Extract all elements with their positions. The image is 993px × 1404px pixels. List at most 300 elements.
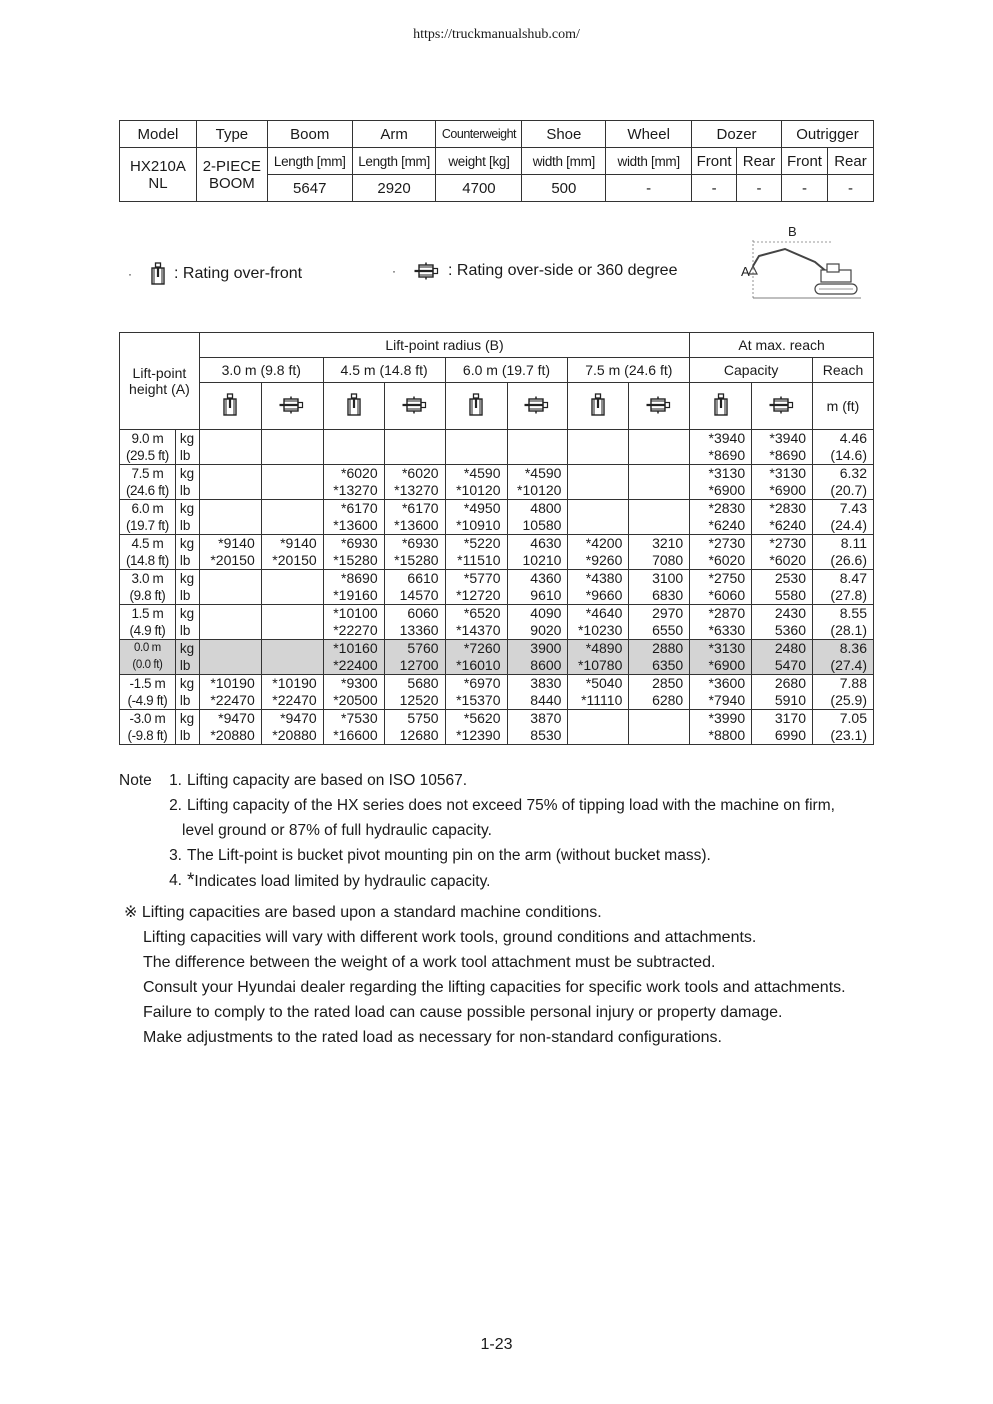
capacity-cell [199, 570, 261, 605]
unit-lb: lb [179, 658, 191, 673]
spec-header-outrigger: Outrigger [782, 121, 874, 148]
capacity-cell [690, 430, 752, 465]
reach-unit: m (ft) [813, 383, 874, 430]
spec-type-cell [196, 148, 267, 202]
value-bottom: *12720 [456, 587, 501, 603]
value-top: 8.55 [839, 605, 867, 621]
spec-header-counterweight: Counterweight [436, 121, 522, 148]
over-side-rating-icon [414, 262, 440, 280]
capacity-cell [813, 605, 874, 640]
value-top: *4380 [585, 570, 623, 586]
capacity-cell [690, 675, 752, 710]
value-bottom: 10580 [522, 517, 562, 533]
warning-line: Make adjustments to the rated load as necessary for non-standard configurations. [143, 1029, 722, 1046]
spec-header-dozer: Dozer [692, 121, 782, 148]
unit-cell [175, 640, 199, 675]
unit-kg: kg [179, 501, 195, 516]
value-top: 2970 [652, 605, 684, 621]
value-top: *3130 [708, 465, 746, 481]
value-bottom: *10910 [456, 517, 501, 533]
unit-lb: lb [179, 448, 191, 463]
capacity-cell [199, 710, 261, 745]
capacity-cell [752, 570, 813, 605]
value-bottom: 6280 [652, 692, 684, 708]
capacity-cell [445, 640, 507, 675]
value-bottom: *8800 [708, 727, 746, 743]
unit-kg: kg [179, 536, 195, 551]
capacity-cell [199, 430, 261, 465]
capacity-cell [813, 465, 874, 500]
value-bottom: *15280 [333, 552, 378, 568]
value-bottom: *6020 [708, 552, 746, 568]
lift-row [120, 535, 874, 570]
value-top: 2850 [652, 675, 684, 691]
value-bottom: 12680 [399, 727, 439, 743]
value-bottom: 8600 [530, 657, 562, 673]
spec-val-arm: 2920 [352, 175, 436, 202]
note-star-text: Indicates load limited by hydraulic capacity. [194, 873, 491, 890]
capacity-cell [813, 535, 874, 570]
value-top: *3940 [708, 430, 746, 446]
lift-point-label-1: Lift-point [132, 365, 187, 381]
capacity-cell [261, 605, 323, 640]
capacity-cell [199, 535, 261, 570]
spec-type-line1: 2-PIECE [202, 157, 262, 175]
warning-section [124, 900, 876, 1050]
value-top: *6930 [401, 535, 439, 551]
value-top: *3130 [769, 465, 807, 481]
unit-kg: kg [179, 571, 195, 586]
value-top: 4090 [530, 605, 562, 621]
legend-front-text: : Rating over-front [174, 265, 303, 282]
capacity-cell [384, 570, 445, 605]
note-lead: Note [119, 772, 152, 789]
value-top: *4590 [463, 465, 501, 481]
height-m: 7.5 m [131, 466, 164, 481]
value-top: *9140 [280, 535, 317, 551]
lift-row [120, 640, 874, 675]
lift-row [120, 500, 874, 535]
value-bottom: *20880 [272, 727, 317, 743]
value-top: 4360 [530, 570, 562, 586]
over-front-rating-icon [323, 383, 384, 430]
value-top: 2430 [774, 605, 807, 621]
capacity-cell [261, 500, 323, 535]
value-top: *7530 [341, 710, 378, 726]
spec-val-dozer-front: - [692, 175, 737, 202]
legend-bullet: · [128, 267, 132, 281]
value-top: *2870 [708, 605, 746, 621]
unit-cell [175, 535, 199, 570]
value-top: *6970 [463, 675, 501, 691]
value-top: *3940 [769, 430, 807, 446]
value-top: *5040 [585, 675, 623, 691]
value-bottom: *8690 [769, 447, 807, 463]
value-bottom: 6830 [652, 587, 684, 603]
value-bottom: *20150 [272, 552, 317, 568]
value-bottom: *22270 [333, 622, 378, 638]
spec-header-wheel: Wheel [606, 121, 692, 148]
capacity-cell [813, 675, 874, 710]
value-top: *4200 [585, 535, 623, 551]
value-bottom: *6900 [708, 482, 746, 498]
spec-val-wheel: - [606, 175, 692, 202]
spec-sub-dozer-front: Front [692, 148, 737, 175]
capacity-cell [445, 430, 507, 465]
value-bottom: 7080 [652, 552, 684, 568]
note-2-continued: level ground or 87% of full hydraulic capacity. [182, 822, 492, 839]
value-top: 6060 [407, 605, 439, 621]
capacity-cell [261, 430, 323, 465]
value-bottom: *6900 [769, 482, 807, 498]
warning-line: The difference between the weight of a work tool attachment must be subtracted. [143, 954, 716, 971]
legend-bullet: · [392, 264, 396, 278]
unit-lb: lb [179, 728, 191, 743]
capacity-cell [752, 500, 813, 535]
value-bottom: *16600 [333, 727, 378, 743]
value-bottom: 9020 [530, 622, 562, 638]
value-top: *6520 [463, 605, 501, 621]
value-top: *3130 [708, 640, 746, 656]
capacity-cell [629, 535, 690, 570]
value-top: 3210 [652, 535, 684, 551]
lift-row [120, 710, 874, 745]
value-top: *6020 [341, 465, 378, 481]
capacity-cell [199, 465, 261, 500]
note-text: Lifting capacity are based on ISO 10567. [187, 772, 468, 789]
value-bottom: *9260 [585, 552, 623, 568]
over-front-rating-icon [568, 383, 629, 430]
value-bottom: (27.4) [830, 657, 867, 673]
value-bottom: *15280 [394, 552, 439, 568]
value-bottom: *6240 [769, 517, 807, 533]
value-bottom: 5580 [774, 587, 807, 603]
spec-sub-cw: weight [kg] [436, 148, 522, 175]
lift-height-cell [120, 605, 176, 640]
height-ft: (24.6 ft) [125, 483, 169, 498]
value-top: 2480 [774, 640, 807, 656]
spec-val-dozer-rear: - [737, 175, 782, 202]
lift-row [120, 675, 874, 710]
value-bottom: *16010 [456, 657, 501, 673]
value-bottom: *6060 [708, 587, 746, 603]
capacity-cell [629, 640, 690, 675]
value-bottom: *12390 [456, 727, 501, 743]
warning-line: ※ Lifting capacities are based upon a standard machine conditions. [124, 904, 602, 921]
value-bottom: *10120 [456, 482, 501, 498]
value-top: *2830 [708, 500, 746, 516]
capacity-header: Capacity [690, 358, 813, 383]
lift-icon-row [120, 383, 874, 430]
capacity-cell [507, 710, 568, 745]
unit-kg: kg [179, 676, 195, 691]
value-bottom: *13600 [333, 517, 378, 533]
value-bottom: 8530 [530, 727, 562, 743]
lift-height-cell [120, 535, 176, 570]
height-ft: (0.0 ft) [132, 659, 163, 671]
unit-cell [175, 500, 199, 535]
capacity-cell [445, 605, 507, 640]
reach-header: Reach [813, 358, 874, 383]
capacity-cell [813, 710, 874, 745]
page-number: 1-23 [480, 1336, 513, 1353]
spec-sub-shoe: width [mm] [522, 148, 606, 175]
value-top: 3900 [530, 640, 562, 656]
capacity-cell [629, 500, 690, 535]
capacity-cell [445, 570, 507, 605]
capacity-cell [568, 710, 629, 745]
value-bottom: 5470 [774, 657, 807, 673]
capacity-cell [261, 710, 323, 745]
value-bottom: *6240 [708, 517, 746, 533]
diagram-label-a: A [741, 264, 750, 279]
capacity-cell [568, 500, 629, 535]
value-top: 8.36 [839, 640, 867, 656]
capacity-cell [752, 465, 813, 500]
capacity-cell [199, 640, 261, 675]
capacity-cell [690, 570, 752, 605]
spec-header-model: Model [120, 121, 197, 148]
spec-model-cell [120, 148, 197, 202]
capacity-cell [323, 640, 384, 675]
value-bottom: 6990 [774, 727, 807, 743]
value-top: *6930 [341, 535, 378, 551]
lift-table-body [120, 430, 874, 745]
over-front-rating-icon [445, 383, 507, 430]
value-top: *5220 [463, 535, 501, 551]
capacity-cell [445, 465, 507, 500]
capacity-cell [384, 710, 445, 745]
capacity-cell [323, 605, 384, 640]
value-top: 3100 [652, 570, 684, 586]
lift-row [120, 430, 874, 465]
max-reach-header: At max. reach [690, 333, 874, 358]
lift-height-cell [120, 640, 176, 675]
value-bottom: *7940 [708, 692, 746, 708]
radius-6m: 6.0 m (19.7 ft) [445, 358, 568, 383]
spec-header-row [120, 121, 874, 148]
value-top: *6170 [341, 500, 378, 516]
spec-sub-row [120, 148, 874, 175]
value-top: 3830 [530, 675, 562, 691]
capacity-cell [445, 500, 507, 535]
note-text: The Lift-point is bucket pivot mounting pin on the arm (without bucket mass). [187, 847, 711, 864]
radius-7-5m: 7.5 m (24.6 ft) [568, 358, 690, 383]
value-top: *9300 [341, 675, 378, 691]
height-m: 3.0 m [131, 571, 164, 586]
spec-table [119, 120, 874, 202]
value-top: *10100 [333, 605, 378, 621]
unit-kg: kg [179, 431, 195, 446]
capacity-cell [507, 535, 568, 570]
value-bottom: *15370 [456, 692, 501, 708]
lift-height-cell [120, 500, 176, 535]
height-m: 6.0 m [131, 501, 164, 516]
spec-val-out-rear: - [827, 175, 873, 202]
over-front-rating-icon [199, 383, 261, 430]
capacity-cell [568, 570, 629, 605]
height-ft: (9.8 ft) [129, 588, 166, 603]
value-bottom: *13270 [394, 482, 439, 498]
lift-height-cell [120, 710, 176, 745]
value-bottom: *10230 [577, 622, 623, 638]
value-bottom: 6550 [652, 622, 684, 638]
value-top: *2730 [708, 535, 746, 551]
capacity-cell [690, 500, 752, 535]
value-bottom: *10120 [517, 482, 562, 498]
unit-lb: lb [179, 693, 191, 708]
height-m: 0.0 m [134, 642, 161, 654]
capacity-cell [323, 500, 384, 535]
capacity-cell [507, 500, 568, 535]
value-top: 2880 [652, 640, 684, 656]
unit-cell [175, 605, 199, 640]
value-top: *4590 [524, 465, 562, 481]
spec-val-boom: 5647 [267, 175, 352, 202]
capacity-cell [384, 465, 445, 500]
capacity-cell [568, 465, 629, 500]
note-1 [119, 768, 879, 793]
value-top: 6610 [407, 570, 439, 586]
capacity-cell [323, 430, 384, 465]
value-bottom: 13360 [399, 622, 439, 638]
capacity-cell [690, 465, 752, 500]
value-top: 2680 [774, 675, 807, 691]
value-top: *9470 [218, 710, 255, 726]
value-bottom: 10210 [522, 552, 562, 568]
legend-side [392, 262, 677, 280]
over-side-rating-icon [752, 383, 813, 430]
spec-header-shoe: Shoe [522, 121, 606, 148]
capacity-cell [323, 675, 384, 710]
height-m: 9.0 m [131, 431, 164, 446]
note-number: 2. [169, 797, 182, 814]
diagram-label-b: B [788, 224, 797, 239]
capacity-cell [690, 605, 752, 640]
capacity-cell [261, 535, 323, 570]
excavator-diagram-icon [735, 222, 865, 304]
capacity-cell [629, 465, 690, 500]
capacity-cell [813, 430, 874, 465]
capacity-cell [507, 640, 568, 675]
capacity-cell [323, 465, 384, 500]
value-top: 3170 [774, 710, 807, 726]
source-url[interactable]: https://truckmanualshub.com/ [413, 27, 580, 42]
capacity-cell [507, 465, 568, 500]
capacity-cell [752, 605, 813, 640]
value-top: *4640 [585, 605, 623, 621]
value-bottom: *20880 [210, 727, 255, 743]
capacity-cell [752, 535, 813, 570]
value-top: 7.88 [839, 675, 867, 691]
capacity-cell [568, 640, 629, 675]
value-bottom: 5910 [774, 692, 807, 708]
value-top: *7260 [463, 640, 501, 656]
value-top: *5770 [463, 570, 501, 586]
height-m: 4.5 m [131, 536, 164, 551]
height-m: -1.5 m [129, 676, 166, 691]
spec-model-line2: NL [148, 174, 168, 192]
unit-lb: lb [179, 518, 191, 533]
height-m: 1.5 m [131, 606, 164, 621]
value-bottom: (25.9) [830, 692, 867, 708]
capacity-cell [568, 605, 629, 640]
note-4 [119, 868, 879, 894]
unit-kg: kg [179, 606, 195, 621]
legend-front [128, 262, 302, 286]
value-top: 3870 [530, 710, 562, 726]
value-bottom: *6330 [708, 622, 746, 638]
lift-height-cell [120, 430, 176, 465]
over-front-rating-icon [690, 383, 752, 430]
value-top: 6.32 [839, 465, 867, 481]
spec-sub-dozer-rear: Rear [737, 148, 782, 175]
value-bottom: 9610 [530, 587, 562, 603]
capacity-cell [445, 535, 507, 570]
capacity-cell [752, 675, 813, 710]
value-bottom: *22470 [210, 692, 255, 708]
capacity-cell [629, 430, 690, 465]
unit-lb: lb [179, 483, 191, 498]
lift-header-row-2 [120, 358, 874, 383]
over-side-rating-icon [261, 383, 323, 430]
value-bottom: 14570 [399, 587, 439, 603]
value-bottom: *6020 [769, 552, 807, 568]
over-side-rating-icon [629, 383, 690, 430]
height-ft: (14.8 ft) [125, 553, 169, 568]
value-top: 4800 [530, 500, 562, 516]
lift-header-row-1 [120, 333, 874, 358]
capacity-cell [813, 640, 874, 675]
spec-sub-out-front: Front [782, 148, 828, 175]
lift-capacity-table [119, 332, 874, 745]
height-m: -3.0 m [129, 711, 166, 726]
radius-3m: 3.0 m (9.8 ft) [199, 358, 323, 383]
value-bottom: (24.4) [830, 517, 867, 533]
capacity-cell [261, 570, 323, 605]
value-bottom: *11510 [457, 552, 501, 568]
value-top: *6020 [401, 465, 439, 481]
unit-cell [175, 430, 199, 465]
value-bottom: *10780 [577, 657, 623, 673]
value-top: *3600 [708, 675, 746, 691]
value-bottom: *22400 [333, 657, 378, 673]
spec-val-cw: 4700 [436, 175, 522, 202]
capacity-cell [261, 640, 323, 675]
spec-val-shoe: 500 [522, 175, 606, 202]
capacity-cell [629, 570, 690, 605]
value-top: *4890 [585, 640, 623, 656]
value-bottom: *20150 [210, 552, 255, 568]
value-top: *8690 [341, 570, 378, 586]
value-top: *9470 [280, 710, 317, 726]
over-side-rating-icon [384, 383, 445, 430]
capacity-cell [199, 500, 261, 535]
value-top: 8.11 [840, 535, 867, 551]
capacity-cell [323, 570, 384, 605]
capacity-cell [690, 710, 752, 745]
unit-cell [175, 570, 199, 605]
value-top: 4630 [530, 535, 562, 551]
value-bottom: 5360 [774, 622, 807, 638]
capacity-cell [629, 710, 690, 745]
lift-height-cell [120, 570, 176, 605]
value-top: *2730 [769, 535, 807, 551]
spec-type-line2: BOOM [208, 174, 255, 192]
value-bottom: (14.6) [830, 447, 867, 463]
value-top: *2830 [769, 500, 807, 516]
unit-cell [175, 675, 199, 710]
